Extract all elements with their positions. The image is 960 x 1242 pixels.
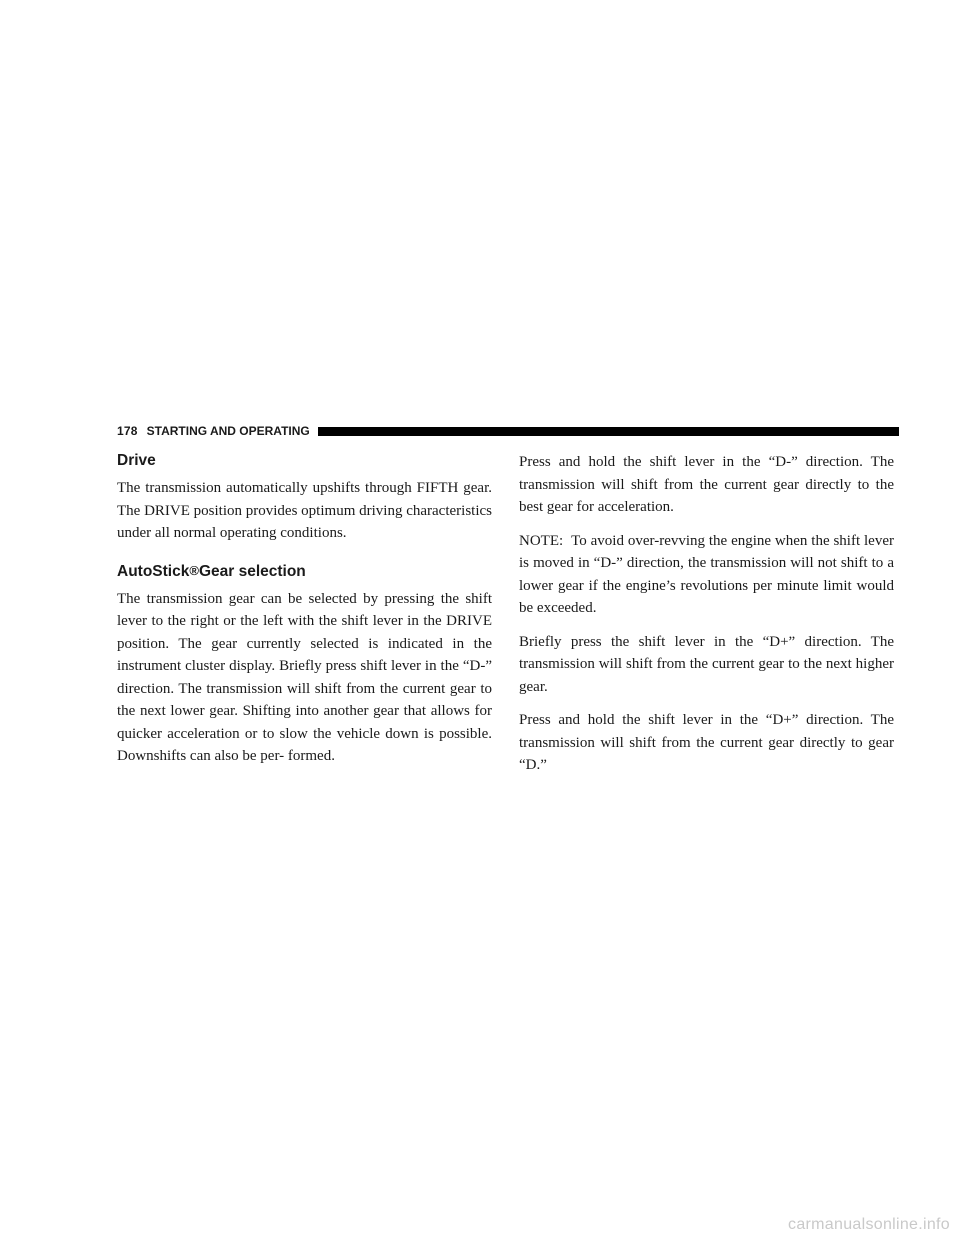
section-title: STARTING AND OPERATING <box>146 424 310 438</box>
note-text: To avoid over-revving the engine when the shift lever is moved in “D-” direction, the transmission will not shift to a lower gear if the engine’s revolutions per minute limit would be exceeded. <box>519 532 894 616</box>
registered-mark: ® <box>189 562 199 578</box>
note-label: NOTE: <box>519 532 564 549</box>
heading-autostick <box>117 561 492 582</box>
header-rule <box>318 427 899 436</box>
heading-autostick-name: AutoStick <box>117 562 190 580</box>
paragraph-press-hold-d-minus: Press and hold the shift lever in the “D-” direction. The transmission will shift from the current gear directly to the best gear for acceleration. <box>519 454 894 515</box>
watermark: carmanualsonline.info <box>788 1216 950 1233</box>
paragraph-autostick: The transmission gear can be selected by pressing the shift lever to the right or the left with the shift lever in the DRIVE position. The gear currently selected is indicated in the instrument cluster display. Briefly press shift lever in the “D-” direction. The transmission will shift from the current gear to the next lower gear. Shifting into another gear that allows for quicker acceleration or to slow the vehicle down is possible. Downshifts can also be per- formed. <box>117 590 492 764</box>
paragraph-press-hold-d-plus: Press and hold the shift lever in the “D+” direction. The transmission will shift from the current gear directly to gear “D.” <box>519 712 894 773</box>
left-column <box>117 451 492 768</box>
paragraph-brief-d-plus: Briefly press the shift lever in the “D+” direction. The transmission will shift from the current gear to the next higher gear. <box>519 633 894 695</box>
heading-drive: Drive <box>117 452 156 469</box>
paragraph-drive: The transmission automatically upshifts through FIFTH gear. The DRIVE position provides optimum driving characteristics under all normal operating conditions. <box>117 480 492 541</box>
heading-autostick-rest: Gear selection <box>198 562 306 580</box>
page-number: 178 <box>117 424 138 438</box>
right-column <box>519 451 894 788</box>
note-paragraph <box>519 530 894 620</box>
page-header <box>117 423 899 439</box>
